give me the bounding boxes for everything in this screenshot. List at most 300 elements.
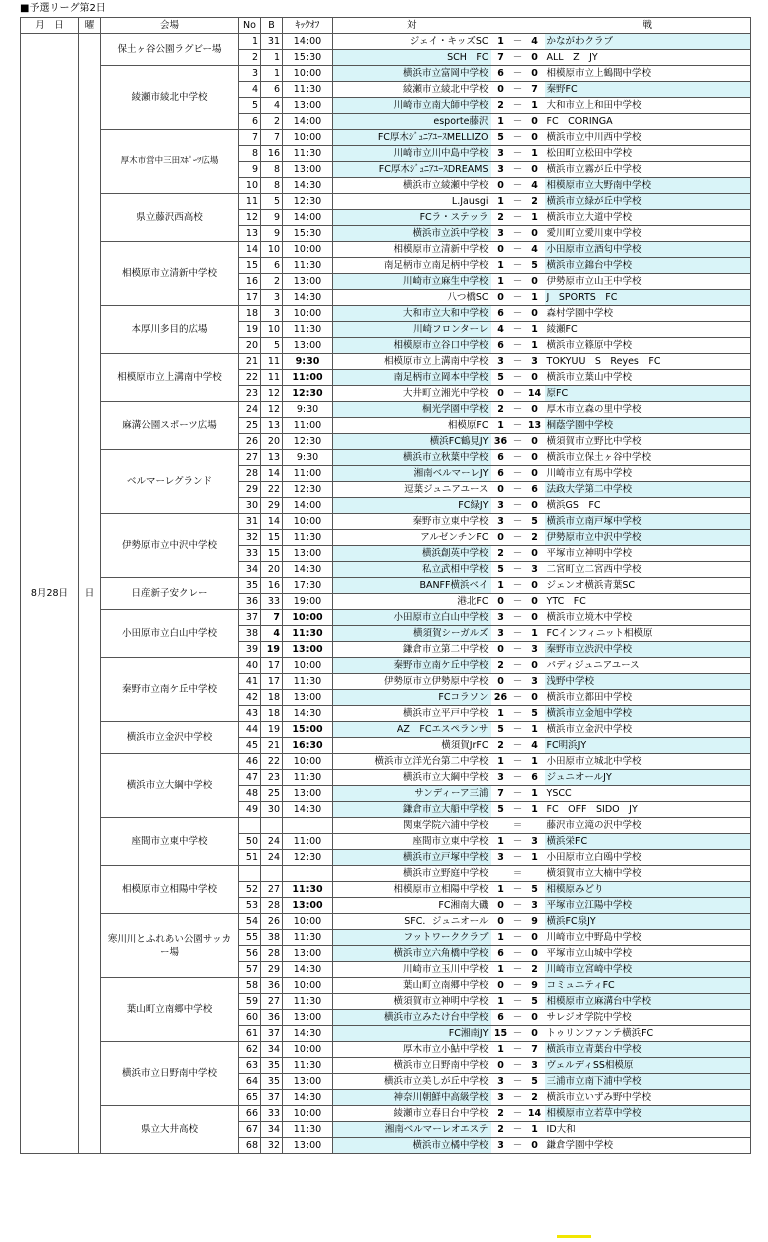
match-row (21, 1106, 751, 1122)
score-separator: － (511, 258, 525, 274)
away-team: 伊勢原市立山王中学校 (545, 274, 751, 290)
away-team: 小田原市立白鴎中学校 (545, 850, 751, 866)
away-team: FC CORINGA (545, 114, 751, 130)
match-no: 24 (239, 402, 261, 418)
match-row (21, 402, 751, 418)
home-score: 0 (491, 978, 511, 994)
away-team: 川崎市立宮崎中学校 (545, 962, 751, 978)
match-block: 32 (261, 1138, 283, 1154)
home-score: 1 (491, 754, 511, 770)
match-no: 34 (239, 562, 261, 578)
match-no: 49 (239, 802, 261, 818)
match-no: 42 (239, 690, 261, 706)
home-score: 3 (491, 146, 511, 162)
away-score: 7 (525, 1042, 545, 1058)
venue-name: 横浜市立大綱中学校 (101, 754, 239, 818)
match-block: 16 (261, 146, 283, 162)
match-no: 47 (239, 770, 261, 786)
away-score: 1 (525, 786, 545, 802)
away-score: 3 (525, 354, 545, 370)
away-score: 0 (525, 594, 545, 610)
away-team: 横浜市立大道中学校 (545, 210, 751, 226)
home-score: 0 (491, 482, 511, 498)
match-block: 38 (261, 930, 283, 946)
match-block: 21 (261, 738, 283, 754)
match-row (21, 354, 751, 370)
away-score: 0 (525, 658, 545, 674)
match-kickoff: 9:30 (283, 402, 333, 418)
home-team: 鎌倉市立大船中学校 (333, 802, 491, 818)
match-no (239, 866, 261, 882)
away-score: 0 (525, 66, 545, 82)
away-team: 鎌倉学園中学校 (545, 1138, 751, 1154)
home-score (491, 818, 511, 834)
match-no: 16 (239, 274, 261, 290)
match-kickoff: 13:00 (283, 162, 333, 178)
home-team: 南足柄市立南足柄中学校 (333, 258, 491, 274)
away-score: 14 (525, 1106, 545, 1122)
away-team: 横浜市立金旭中学校 (545, 706, 751, 722)
away-team: 横浜市立金沢中学校 (545, 722, 751, 738)
match-block: 7 (261, 130, 283, 146)
match-kickoff: 13:00 (283, 690, 333, 706)
match-block: 27 (261, 994, 283, 1010)
home-score: 3 (491, 850, 511, 866)
away-score: 13 (525, 418, 545, 434)
away-team: YTC FC (545, 594, 751, 610)
away-score: 0 (525, 114, 545, 130)
score-separator: － (511, 450, 525, 466)
score-separator: － (511, 1058, 525, 1074)
match-no: 15 (239, 258, 261, 274)
header-month: 月 (35, 20, 45, 31)
match-kickoff: 14:00 (283, 498, 333, 514)
schedule-table (20, 17, 751, 1154)
header-versus-1: 対 (333, 18, 491, 34)
match-kickoff: 10:00 (283, 978, 333, 994)
match-kickoff: 10:00 (283, 130, 333, 146)
home-score: 3 (491, 514, 511, 530)
home-score: 1 (491, 578, 511, 594)
header-weekday: 曜 (79, 18, 101, 34)
match-kickoff: 12:30 (283, 850, 333, 866)
match-kickoff: 10:00 (283, 914, 333, 930)
away-team: 横浜市立いずみ野中学校 (545, 1090, 751, 1106)
match-block: 13 (261, 418, 283, 434)
match-no: 22 (239, 370, 261, 386)
home-team: FC湘南JY (333, 1026, 491, 1042)
home-score: 6 (491, 338, 511, 354)
score-separator: － (511, 210, 525, 226)
match-block: 10 (261, 242, 283, 258)
match-no: 44 (239, 722, 261, 738)
home-team: 大井町立湘光中学校 (333, 386, 491, 402)
away-score: 7 (525, 82, 545, 98)
match-block: 2 (261, 274, 283, 290)
match-no: 46 (239, 754, 261, 770)
home-team: 相模原市立相陽中学校 (333, 882, 491, 898)
away-team: ジェンオ横浜青葉SC (545, 578, 751, 594)
score-separator: － (511, 98, 525, 114)
home-team: 小田原市立白山中学校 (333, 610, 491, 626)
score-separator: － (511, 274, 525, 290)
venue-name: 相模原市立相陽中学校 (101, 866, 239, 914)
match-block (261, 866, 283, 882)
away-score: 0 (525, 370, 545, 386)
match-kickoff: 11:30 (283, 770, 333, 786)
away-score: 0 (525, 274, 545, 290)
score-separator: － (511, 1074, 525, 1090)
match-kickoff: 13:00 (283, 1074, 333, 1090)
venue-name: 座間市立東中学校 (101, 818, 239, 866)
venue-name: 相模原市立上溝南中学校 (101, 354, 239, 402)
home-score (491, 866, 511, 882)
score-separator: － (511, 498, 525, 514)
away-score: 4 (525, 178, 545, 194)
match-kickoff: 10:00 (283, 242, 333, 258)
away-score: 6 (525, 482, 545, 498)
match-block: 7 (261, 610, 283, 626)
away-team: ジュニオールJY (545, 770, 751, 786)
away-team: 川崎市立中野島中学校 (545, 930, 751, 946)
home-score: 26 (491, 690, 511, 706)
match-kickoff: 13:00 (283, 642, 333, 658)
match-no: 45 (239, 738, 261, 754)
home-score: 1 (491, 258, 511, 274)
match-row (21, 194, 751, 210)
away-team: ID大和 (545, 1122, 751, 1138)
score-separator: － (511, 850, 525, 866)
match-block: 20 (261, 562, 283, 578)
away-team: 桐蔭学園中学校 (545, 418, 751, 434)
match-no: 39 (239, 642, 261, 658)
match-no: 57 (239, 962, 261, 978)
away-score: 3 (525, 1058, 545, 1074)
score-separator: － (511, 178, 525, 194)
match-kickoff: 10:00 (283, 754, 333, 770)
home-score: 3 (491, 770, 511, 786)
home-team: SCH FC (333, 50, 491, 66)
match-no: 32 (239, 530, 261, 546)
away-score: 0 (525, 498, 545, 514)
match-block: 12 (261, 386, 283, 402)
home-team: 川崎市立川中島中学校 (333, 146, 491, 162)
score-separator: － (511, 130, 525, 146)
home-team: 葉山町立南郷中学校 (333, 978, 491, 994)
score-separator: － (511, 66, 525, 82)
match-block: 28 (261, 898, 283, 914)
match-no: 56 (239, 946, 261, 962)
match-kickoff: 11:30 (283, 1122, 333, 1138)
header-day: 日 (54, 20, 64, 31)
match-no: 66 (239, 1106, 261, 1122)
home-score: 1 (491, 834, 511, 850)
match-block: 8 (261, 178, 283, 194)
match-no: 36 (239, 594, 261, 610)
match-block: 25 (261, 786, 283, 802)
match-kickoff: 11:30 (283, 994, 333, 1010)
venue-name: ベルマーレグランド (101, 450, 239, 514)
match-kickoff: 14:30 (283, 290, 333, 306)
table-header-row (21, 18, 751, 34)
home-score: 1 (491, 1042, 511, 1058)
away-team: 横浜市立霧が丘中学校 (545, 162, 751, 178)
away-score: 0 (525, 1138, 545, 1154)
away-score: 4 (525, 738, 545, 754)
match-block: 12 (261, 402, 283, 418)
away-score: 1 (525, 802, 545, 818)
match-block: 3 (261, 290, 283, 306)
home-team: 逗葉ジュニアユース (333, 482, 491, 498)
match-weekday: 日 (79, 34, 101, 1154)
away-score: 4 (525, 242, 545, 258)
match-block: 35 (261, 1074, 283, 1090)
away-score: 6 (525, 770, 545, 786)
away-team: 法政大学第二中学校 (545, 482, 751, 498)
match-kickoff: 10:00 (283, 1042, 333, 1058)
match-block: 23 (261, 770, 283, 786)
match-kickoff: 14:00 (283, 34, 333, 50)
score-separator: － (511, 50, 525, 66)
score-separator: － (511, 386, 525, 402)
venue-name: 本厚川多目的広場 (101, 306, 239, 354)
match-kickoff: 13:00 (283, 274, 333, 290)
match-kickoff: 9:30 (283, 354, 333, 370)
match-block: 18 (261, 706, 283, 722)
away-team: 相模原市立麻溝台中学校 (545, 994, 751, 1010)
match-no: 37 (239, 610, 261, 626)
home-team: 湘南ベルマーレオエステ (333, 1122, 491, 1138)
match-kickoff: 10:00 (283, 66, 333, 82)
match-date: 8月28日 (21, 34, 79, 1154)
home-team: 横浜市立浜中学校 (333, 226, 491, 242)
match-block: 26 (261, 914, 283, 930)
match-kickoff: 14:00 (283, 114, 333, 130)
home-team: 横浜創英中学校 (333, 546, 491, 562)
match-block: 4 (261, 626, 283, 642)
home-score: 2 (491, 210, 511, 226)
home-team: FCコラソン (333, 690, 491, 706)
away-team: FC明浜JY (545, 738, 751, 754)
home-team: FC厚木ｼﾞｭﾆｱﾕｰｽDREAMS (333, 162, 491, 178)
match-block: 9 (261, 226, 283, 242)
match-row (21, 610, 751, 626)
away-score: 0 (525, 162, 545, 178)
away-team: サレジオ学院中学校 (545, 1010, 751, 1026)
away-team: 大和市立上和田中学校 (545, 98, 751, 114)
away-team: YSCC (545, 786, 751, 802)
footer-mark (557, 1235, 591, 1238)
venue-name: 寒川川とふれあい公園サッカー場 (101, 914, 239, 978)
venue-name: 伊勢原市立中沢中学校 (101, 514, 239, 578)
match-block: 15 (261, 530, 283, 546)
match-no: 35 (239, 578, 261, 594)
match-kickoff: 15:00 (283, 722, 333, 738)
score-separator: － (511, 1026, 525, 1042)
match-no: 48 (239, 786, 261, 802)
away-team: 横浜栄FC (545, 834, 751, 850)
home-team: 秦野市立東中学校 (333, 514, 491, 530)
match-block: 35 (261, 1058, 283, 1074)
away-score: 5 (525, 882, 545, 898)
match-block: 1 (261, 66, 283, 82)
home-team: 相模原市立上溝南中学校 (333, 354, 491, 370)
match-no: 38 (239, 626, 261, 642)
match-kickoff: 11:00 (283, 370, 333, 386)
match-no: 43 (239, 706, 261, 722)
match-kickoff: 17:30 (283, 578, 333, 594)
match-block: 17 (261, 674, 283, 690)
home-team: 横浜市立洋光台第二中学校 (333, 754, 491, 770)
match-no: 1 (239, 34, 261, 50)
match-no: 67 (239, 1122, 261, 1138)
score-separator: － (511, 722, 525, 738)
venue-name: 日産新子安クレー (101, 578, 239, 610)
home-team: サンディーア三浦 (333, 786, 491, 802)
match-kickoff: 12:30 (283, 434, 333, 450)
home-score: 36 (491, 434, 511, 450)
score-separator: － (511, 562, 525, 578)
home-team: 八つ橋SC (333, 290, 491, 306)
away-score: 3 (525, 898, 545, 914)
home-score: 0 (491, 290, 511, 306)
match-block: 1 (261, 50, 283, 66)
match-no: 30 (239, 498, 261, 514)
header-spacer (491, 18, 545, 34)
home-score: 0 (491, 674, 511, 690)
home-score: 1 (491, 930, 511, 946)
match-kickoff: 11:00 (283, 834, 333, 850)
match-block: 27 (261, 882, 283, 898)
home-team: 横浜市立綾瀬中学校 (333, 178, 491, 194)
match-kickoff: 14:00 (283, 210, 333, 226)
match-no: 3 (239, 66, 261, 82)
away-score: 1 (525, 626, 545, 642)
match-kickoff: 14:30 (283, 802, 333, 818)
away-team: 愛川町立愛川東中学校 (545, 226, 751, 242)
match-no: 60 (239, 1010, 261, 1026)
match-row (21, 242, 751, 258)
home-score: 1 (491, 706, 511, 722)
away-team: 相模原みどり (545, 882, 751, 898)
match-no: 8 (239, 146, 261, 162)
match-block: 37 (261, 1090, 283, 1106)
match-kickoff: 10:00 (283, 514, 333, 530)
away-team: 小田原市立酒匂中学校 (545, 242, 751, 258)
home-score: 6 (491, 66, 511, 82)
away-team: 川崎市立有馬中学校 (545, 466, 751, 482)
match-block: 8 (261, 162, 283, 178)
match-block: 30 (261, 802, 283, 818)
score-separator: － (511, 1122, 525, 1138)
header-venue: 会場 (101, 18, 239, 34)
away-team: 横浜市立篠原中学校 (545, 338, 751, 354)
match-kickoff: 13:00 (283, 1010, 333, 1026)
match-no: 52 (239, 882, 261, 898)
away-team: 横浜市立都田中学校 (545, 690, 751, 706)
away-team: コミュニティFC (545, 978, 751, 994)
match-block: 3 (261, 306, 283, 322)
match-kickoff: 12:30 (283, 386, 333, 402)
score-separator: － (511, 402, 525, 418)
match-block: 19 (261, 722, 283, 738)
venue-name: 保土ヶ谷公園ラグビー場 (101, 34, 239, 66)
score-separator: － (511, 978, 525, 994)
away-score: 5 (525, 706, 545, 722)
match-kickoff: 11:30 (283, 1058, 333, 1074)
away-team: 平塚市立江陽中学校 (545, 898, 751, 914)
home-team: 相模原市立谷口中学校 (333, 338, 491, 354)
match-no: 40 (239, 658, 261, 674)
score-separator: － (511, 370, 525, 386)
match-kickoff: 14:30 (283, 562, 333, 578)
match-no: 51 (239, 850, 261, 866)
home-score: 1 (491, 882, 511, 898)
home-team: 横浜市立日野南中学校 (333, 1058, 491, 1074)
away-score: 1 (525, 754, 545, 770)
score-separator: － (511, 594, 525, 610)
score-separator: － (511, 610, 525, 626)
venue-name: 小田原市立白山中学校 (101, 610, 239, 658)
match-block: 33 (261, 1106, 283, 1122)
away-team: FCインフィニット相模原 (545, 626, 751, 642)
match-no: 26 (239, 434, 261, 450)
match-no: 63 (239, 1058, 261, 1074)
home-team: 関東学院六浦中学校 (333, 818, 491, 834)
venue-name: 県立大井高校 (101, 1106, 239, 1154)
match-no: 64 (239, 1074, 261, 1090)
score-separator: － (511, 786, 525, 802)
home-score: 0 (491, 1058, 511, 1074)
away-team: 横浜FC泉JY (545, 914, 751, 930)
away-team: 横須賀市立大楠中学校 (545, 866, 751, 882)
match-block: 34 (261, 1122, 283, 1138)
match-no: 20 (239, 338, 261, 354)
home-score: 0 (491, 594, 511, 610)
score-separator: － (511, 482, 525, 498)
home-team: 相模原FC (333, 418, 491, 434)
away-team: 横浜市立境木中学校 (545, 610, 751, 626)
match-no: 50 (239, 834, 261, 850)
home-score: 0 (491, 914, 511, 930)
match-kickoff: 11:30 (283, 882, 333, 898)
match-kickoff: 11:30 (283, 626, 333, 642)
page-title: ■予選リーグ第2日 (20, 3, 106, 14)
score-separator: － (511, 738, 525, 754)
home-team: 横浜市立大綱中学校 (333, 770, 491, 786)
away-score: 4 (525, 34, 545, 50)
match-kickoff: 13:00 (283, 98, 333, 114)
match-kickoff: 12:30 (283, 194, 333, 210)
home-score: 0 (491, 82, 511, 98)
away-score: 0 (525, 930, 545, 946)
match-no: 65 (239, 1090, 261, 1106)
score-separator: － (511, 578, 525, 594)
home-score: 3 (491, 498, 511, 514)
away-team: 横浜市立錦台中学校 (545, 258, 751, 274)
home-team: 南足柄市立岡本中学校 (333, 370, 491, 386)
match-block: 29 (261, 498, 283, 514)
home-team: 伊勢原市立伊勢原中学校 (333, 674, 491, 690)
match-kickoff: 12:30 (283, 482, 333, 498)
away-score: 0 (525, 306, 545, 322)
away-team: J SPORTS FC (545, 290, 751, 306)
match-row (21, 978, 751, 994)
away-score: 1 (525, 98, 545, 114)
away-team: トゥリンファンテ横浜FC (545, 1026, 751, 1042)
header-kickoff: ｷｯｸｵﾌ (283, 18, 333, 34)
match-kickoff: 15:30 (283, 226, 333, 242)
